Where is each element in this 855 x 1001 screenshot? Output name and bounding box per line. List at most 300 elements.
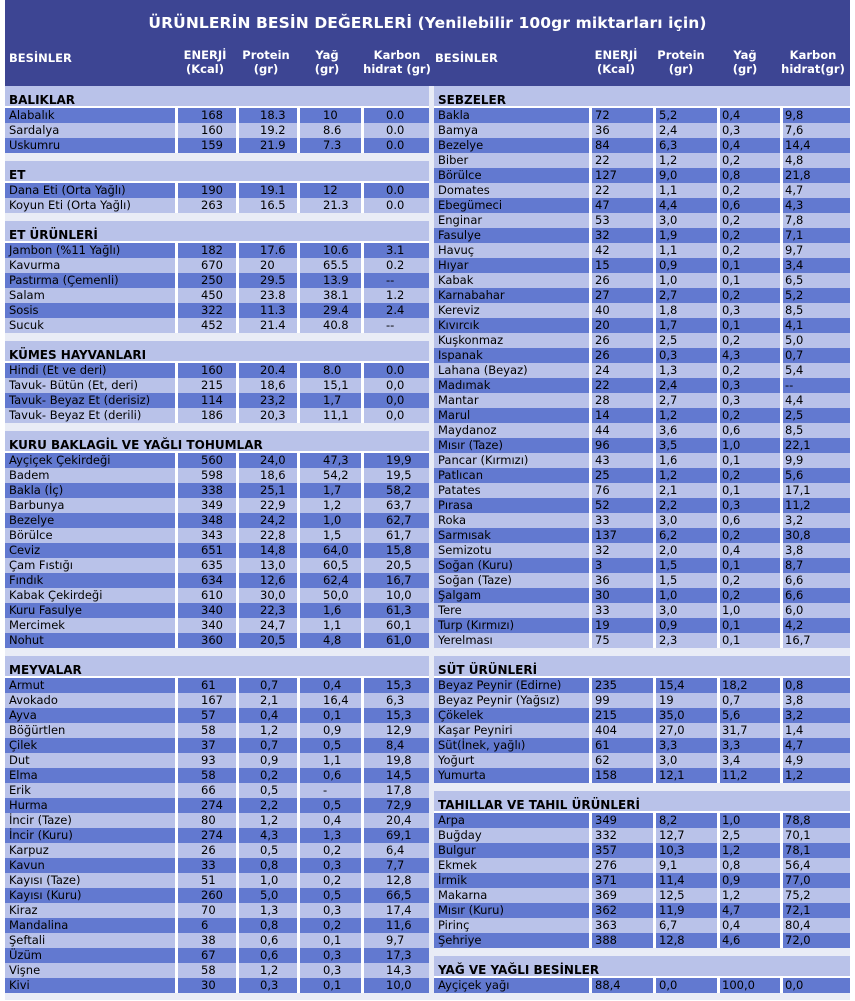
table-row xyxy=(5,378,429,393)
table-row xyxy=(434,483,850,498)
column-divider xyxy=(361,528,364,543)
cell-carb: 10,0 xyxy=(386,978,412,992)
column-divider xyxy=(717,198,720,213)
cell-name: Kabak Çekirdeği xyxy=(9,588,103,602)
cell-name: Tavuk- Beyaz Et (derili) xyxy=(9,408,142,422)
column-divider xyxy=(780,708,783,723)
cell-energy: 160 xyxy=(201,123,223,137)
table-row xyxy=(434,873,850,888)
column-divider xyxy=(361,918,364,933)
cell-name: Kivi xyxy=(9,978,30,992)
cell-name: Kaşar Peyniri xyxy=(438,723,513,737)
cell-protein: 22,8 xyxy=(260,528,286,542)
cell-fat: 10.6 xyxy=(323,243,349,257)
cell-name: Avokado xyxy=(9,693,58,707)
cell-energy: 40 xyxy=(595,303,610,317)
cell-fat: 8.0 xyxy=(323,363,342,377)
column-divider xyxy=(175,453,178,468)
column-divider xyxy=(297,963,300,978)
table-row xyxy=(434,753,850,768)
cell-protein: 3,0 xyxy=(659,603,678,617)
cell-name: Kuşkonmaz xyxy=(438,333,504,347)
cell-name: Bezelye xyxy=(9,513,55,527)
cell-carb: 0,7 xyxy=(785,348,804,362)
cell-fat: 0,1 xyxy=(722,558,741,572)
cell-protein: 2,1 xyxy=(260,693,279,707)
table-row xyxy=(434,498,850,513)
table-row xyxy=(434,273,850,288)
column-divider xyxy=(236,513,239,528)
cell-energy: 32 xyxy=(595,228,610,242)
cell-fat: 0,6 xyxy=(323,768,342,782)
column-divider xyxy=(236,453,239,468)
cell-carb: 72,9 xyxy=(386,798,412,812)
column-divider xyxy=(717,528,720,543)
cell-fat: 65.5 xyxy=(323,258,349,272)
cell-carb: 19,9 xyxy=(386,453,412,467)
cell-name: İrmik xyxy=(438,873,467,887)
column-divider xyxy=(175,393,178,408)
cell-energy: 51 xyxy=(201,873,216,887)
cell-carb: 17,8 xyxy=(386,783,412,797)
cell-name: Beyaz Peynir (Edirne) xyxy=(438,678,562,692)
column-divider xyxy=(175,258,178,273)
cell-energy: 66 xyxy=(201,783,216,797)
cell-energy: 158 xyxy=(595,768,617,782)
column-divider xyxy=(297,948,300,963)
column-divider xyxy=(589,753,592,768)
column-divider xyxy=(717,843,720,858)
cell-protein: 2,4 xyxy=(659,123,678,137)
table-row xyxy=(5,408,429,423)
cell-protein: 5,0 xyxy=(260,888,279,902)
column-divider xyxy=(175,528,178,543)
column-divider xyxy=(780,303,783,318)
cell-name: Şehriye xyxy=(438,933,482,947)
cell-name: Bakla (İç) xyxy=(9,483,64,497)
table-row xyxy=(5,513,429,528)
column-divider xyxy=(297,138,300,153)
cell-fat: 0,1 xyxy=(722,273,741,287)
cell-name: İncir (Kuru) xyxy=(9,828,73,842)
cell-carb: 22,1 xyxy=(785,438,811,452)
column-divider xyxy=(589,513,592,528)
column-divider xyxy=(297,558,300,573)
cell-fat: 54,2 xyxy=(323,468,349,482)
cell-protein: 18,6 xyxy=(260,468,286,482)
column-divider xyxy=(361,678,364,693)
table-row xyxy=(434,213,850,228)
column-divider xyxy=(780,858,783,873)
cell-carb: 11,2 xyxy=(785,498,811,512)
cell-energy: 22 xyxy=(595,378,610,392)
cell-energy: 99 xyxy=(595,693,610,707)
cell-name: Marul xyxy=(438,408,471,422)
column-divider xyxy=(175,588,178,603)
cell-name: Çökelek xyxy=(438,708,484,722)
cell-energy: 20 xyxy=(595,318,610,332)
cell-name: Tere xyxy=(438,603,462,617)
cell-energy: 96 xyxy=(595,438,610,452)
cell-carb: 61,0 xyxy=(386,633,412,647)
cell-energy: 369 xyxy=(595,888,617,902)
column-divider xyxy=(175,633,178,648)
cell-carb: 72,1 xyxy=(785,903,811,917)
column-divider xyxy=(297,243,300,258)
cell-carb: 0.2 xyxy=(386,258,405,272)
column-divider xyxy=(780,768,783,783)
column-divider xyxy=(780,168,783,183)
cell-energy: 42 xyxy=(595,243,610,257)
cell-fat: 4,3 xyxy=(722,348,741,362)
cell-protein: 1,9 xyxy=(659,228,678,242)
column-divider xyxy=(175,273,178,288)
cell-fat: 1,0 xyxy=(323,513,342,527)
cell-fat: 0,2 xyxy=(722,228,741,242)
column-divider xyxy=(361,288,364,303)
table-row xyxy=(5,498,429,513)
header-carb-right xyxy=(778,48,848,76)
column-divider xyxy=(717,708,720,723)
cell-energy: 38 xyxy=(201,933,216,947)
column-divider xyxy=(717,138,720,153)
table-row xyxy=(434,333,850,348)
cell-carb: 1,2 xyxy=(785,768,804,782)
cell-protein: 21.4 xyxy=(260,318,286,332)
cell-protein: 11,9 xyxy=(659,903,685,917)
column-divider xyxy=(717,618,720,633)
column-divider xyxy=(653,768,656,783)
table-row xyxy=(5,978,429,993)
column-divider xyxy=(717,273,720,288)
column-divider xyxy=(361,858,364,873)
column-divider xyxy=(780,843,783,858)
cell-protein: 11.3 xyxy=(260,303,286,317)
column-divider xyxy=(361,138,364,153)
column-divider xyxy=(653,903,656,918)
table-row xyxy=(5,843,429,858)
cell-fat: 0,2 xyxy=(323,918,342,932)
cell-fat: 0,2 xyxy=(323,843,342,857)
column-divider xyxy=(780,618,783,633)
column-divider xyxy=(236,288,239,303)
column-divider xyxy=(653,528,656,543)
cell-energy: 52 xyxy=(595,498,610,512)
column-divider xyxy=(361,123,364,138)
column-divider xyxy=(236,963,239,978)
cell-fat: 0,2 xyxy=(722,153,741,167)
column-divider xyxy=(236,408,239,423)
cell-name: Patates xyxy=(438,483,481,497)
cell-fat: 2,5 xyxy=(722,828,741,842)
column-divider xyxy=(653,168,656,183)
column-divider xyxy=(717,513,720,528)
header-fat-right xyxy=(715,48,775,76)
cell-fat: 40.8 xyxy=(323,318,349,332)
cell-carb: 63,7 xyxy=(386,498,412,512)
cell-fat: 0,5 xyxy=(323,888,342,902)
column-divider xyxy=(175,318,178,333)
cell-carb: 4,7 xyxy=(785,738,804,752)
cell-protein: 20 xyxy=(260,258,275,272)
table-row xyxy=(434,903,850,918)
cell-fat: 0,7 xyxy=(722,693,741,707)
header-fat-line1: Yağ xyxy=(315,48,339,62)
cell-energy: 250 xyxy=(201,273,223,287)
column-divider xyxy=(589,153,592,168)
cell-carb: 7,1 xyxy=(785,228,804,242)
cell-name: Turp (Kırmızı) xyxy=(438,618,515,632)
table-row xyxy=(434,543,850,558)
column-divider xyxy=(175,108,178,123)
cell-name: Havuç xyxy=(438,243,475,257)
column-divider xyxy=(297,528,300,543)
column-divider xyxy=(361,963,364,978)
column-divider xyxy=(717,573,720,588)
cell-name: Salam xyxy=(9,288,45,302)
cell-name: Madımak xyxy=(438,378,491,392)
table-row xyxy=(434,393,850,408)
cell-energy: 36 xyxy=(595,123,610,137)
cell-carb: 3,4 xyxy=(785,258,804,272)
cell-protein: 12,6 xyxy=(260,573,286,587)
table-row xyxy=(434,723,850,738)
column-divider xyxy=(236,393,239,408)
column-divider xyxy=(589,303,592,318)
table-row xyxy=(5,258,429,273)
column-divider xyxy=(361,603,364,618)
column-divider xyxy=(297,273,300,288)
cell-carb: 72,0 xyxy=(785,933,811,947)
column-divider xyxy=(297,678,300,693)
column-divider xyxy=(297,468,300,483)
header-carb-right-line2: hidrat(gr) xyxy=(781,62,845,76)
column-divider xyxy=(589,453,592,468)
cell-energy: 19 xyxy=(595,618,610,632)
cell-fat: 62,4 xyxy=(323,573,349,587)
cell-name: Maydanoz xyxy=(438,423,497,437)
column-divider xyxy=(653,843,656,858)
cell-fat: 5,6 xyxy=(722,708,741,722)
table-row xyxy=(434,153,850,168)
cell-energy: 80 xyxy=(201,813,216,827)
column-divider xyxy=(236,258,239,273)
column-divider xyxy=(236,738,239,753)
cell-name: Şeftali xyxy=(9,933,46,947)
cell-protein: 1,2 xyxy=(260,963,279,977)
cell-carb: 80,4 xyxy=(785,918,811,932)
column-divider xyxy=(717,888,720,903)
cell-protein: 23.8 xyxy=(260,288,286,302)
column-divider xyxy=(717,828,720,843)
table-row xyxy=(5,948,429,963)
cell-protein: 12,5 xyxy=(659,888,685,902)
cell-fat: 0,1 xyxy=(722,318,741,332)
column-divider xyxy=(717,543,720,558)
column-divider xyxy=(361,558,364,573)
column-divider xyxy=(589,363,592,378)
column-divider xyxy=(236,558,239,573)
cell-fat: 47,3 xyxy=(323,453,349,467)
cell-energy: 598 xyxy=(201,468,223,482)
column-divider xyxy=(780,753,783,768)
cell-name: Lahana (Beyaz) xyxy=(438,363,528,377)
column-divider xyxy=(780,213,783,228)
cell-carb: 20,5 xyxy=(386,558,412,572)
column-divider xyxy=(780,693,783,708)
cell-carb: 4,9 xyxy=(785,753,804,767)
column-divider xyxy=(780,393,783,408)
cell-carb: 6,6 xyxy=(785,588,804,602)
column-divider xyxy=(717,348,720,363)
cell-protein: 19 xyxy=(659,693,674,707)
column-divider xyxy=(717,933,720,948)
column-divider xyxy=(361,903,364,918)
cell-name: Ekmek xyxy=(438,858,477,872)
cell-fat: 10 xyxy=(323,108,338,122)
cell-protein: 12,1 xyxy=(659,768,685,782)
cell-energy: 160 xyxy=(201,363,223,377)
cell-fat: 0,2 xyxy=(323,873,342,887)
column-divider xyxy=(717,468,720,483)
cell-carb: 62,7 xyxy=(386,513,412,527)
cell-protein: 1,0 xyxy=(260,873,279,887)
cell-protein: 30,0 xyxy=(260,588,286,602)
cell-protein: 8,2 xyxy=(659,813,678,827)
column-divider xyxy=(780,243,783,258)
column-divider xyxy=(297,918,300,933)
table-row xyxy=(5,933,429,948)
page-title: ÜRÜNLERİN BESİN DEĞERLERİ (Yenilebilir 100gr miktarları için) xyxy=(5,0,850,38)
column-divider xyxy=(236,468,239,483)
cell-protein: 0,6 xyxy=(260,948,279,962)
cell-name: Pirinç xyxy=(438,918,470,932)
cell-energy: 47 xyxy=(595,198,610,212)
cell-energy: 37 xyxy=(201,738,216,752)
cell-fat: 0,5 xyxy=(323,738,342,752)
column-divider xyxy=(236,708,239,723)
cell-name: Sarmısak xyxy=(438,528,491,542)
column-divider xyxy=(653,363,656,378)
cell-name: Ayva xyxy=(9,708,37,722)
column-divider xyxy=(361,738,364,753)
cell-energy: 58 xyxy=(201,768,216,782)
cell-fat: 0,4 xyxy=(722,918,741,932)
cell-energy: 343 xyxy=(201,528,223,542)
cell-name: Patlıcan xyxy=(438,468,484,482)
header-foods: BESİNLER xyxy=(9,51,72,65)
cell-name: Süt(İnek, yağlı) xyxy=(438,738,526,752)
table-row xyxy=(434,108,850,123)
cell-fat: 0,1 xyxy=(323,933,342,947)
cell-protein: 6,7 xyxy=(659,918,678,932)
cell-protein: 24,0 xyxy=(260,453,286,467)
cell-carb: 0.0 xyxy=(386,363,405,377)
cell-carb: 0.0 xyxy=(386,108,405,122)
column-divider xyxy=(780,423,783,438)
column-divider xyxy=(653,828,656,843)
cell-energy: 28 xyxy=(595,393,610,407)
column-divider xyxy=(589,678,592,693)
cell-name: Kereviz xyxy=(438,303,480,317)
cell-energy: 362 xyxy=(595,903,617,917)
cell-carb: 3,2 xyxy=(785,513,804,527)
column-divider xyxy=(175,753,178,768)
header-carb-line2: hidrat (gr) xyxy=(363,62,431,76)
column-divider xyxy=(589,888,592,903)
cell-protein: 5,2 xyxy=(659,108,678,122)
section-left-1 xyxy=(5,161,429,213)
cell-energy: 651 xyxy=(201,543,223,557)
cell-carb: 19,8 xyxy=(386,753,412,767)
cell-energy: 70 xyxy=(201,903,216,917)
cell-carb: 15,3 xyxy=(386,708,412,722)
cell-fat: 7.3 xyxy=(323,138,342,152)
cell-protein: 0,7 xyxy=(260,738,279,752)
column-divider xyxy=(589,333,592,348)
cell-name: Yerelması xyxy=(438,633,493,647)
column-divider xyxy=(361,108,364,123)
cell-protein: 0,9 xyxy=(659,258,678,272)
table-row xyxy=(5,768,429,783)
column-divider xyxy=(653,438,656,453)
cell-energy: 32 xyxy=(595,543,610,557)
cell-carb: 8,5 xyxy=(785,303,804,317)
column-divider xyxy=(653,873,656,888)
cell-name: Mandalina xyxy=(9,918,69,932)
column-divider xyxy=(361,978,364,993)
column-divider xyxy=(589,603,592,618)
cell-protein: 2,1 xyxy=(659,483,678,497)
column-divider xyxy=(653,543,656,558)
cell-fat: 21.3 xyxy=(323,198,349,212)
table-row xyxy=(5,633,429,648)
cell-fat: 31,7 xyxy=(722,723,748,737)
column-divider xyxy=(297,198,300,213)
column-divider xyxy=(589,258,592,273)
cell-energy: 53 xyxy=(595,213,610,227)
cell-protein: 2,2 xyxy=(659,498,678,512)
cell-fat: 0,2 xyxy=(722,183,741,197)
cell-carb: 78,8 xyxy=(785,813,811,827)
cell-fat: 0,6 xyxy=(722,198,741,212)
column-divider xyxy=(175,363,178,378)
column-divider xyxy=(589,918,592,933)
table-row xyxy=(5,393,429,408)
cell-protein: 0,3 xyxy=(659,348,678,362)
column-divider xyxy=(717,168,720,183)
header-foods-right: BESİNLER xyxy=(435,51,498,65)
column-divider xyxy=(361,273,364,288)
column-divider xyxy=(780,678,783,693)
column-divider xyxy=(297,723,300,738)
column-divider xyxy=(361,753,364,768)
table-row xyxy=(5,783,429,798)
cell-name: Erik xyxy=(9,783,31,797)
column-divider xyxy=(780,828,783,843)
column-divider xyxy=(589,108,592,123)
column-divider xyxy=(717,768,720,783)
cell-energy: 610 xyxy=(201,588,223,602)
column-divider xyxy=(236,828,239,843)
column-divider xyxy=(589,483,592,498)
header-protein xyxy=(236,48,296,76)
column-divider xyxy=(175,948,178,963)
column-divider xyxy=(361,498,364,513)
cell-name: Semizotu xyxy=(438,543,492,557)
cell-fat: 13.9 xyxy=(323,273,349,287)
cell-energy: 33 xyxy=(595,513,610,527)
